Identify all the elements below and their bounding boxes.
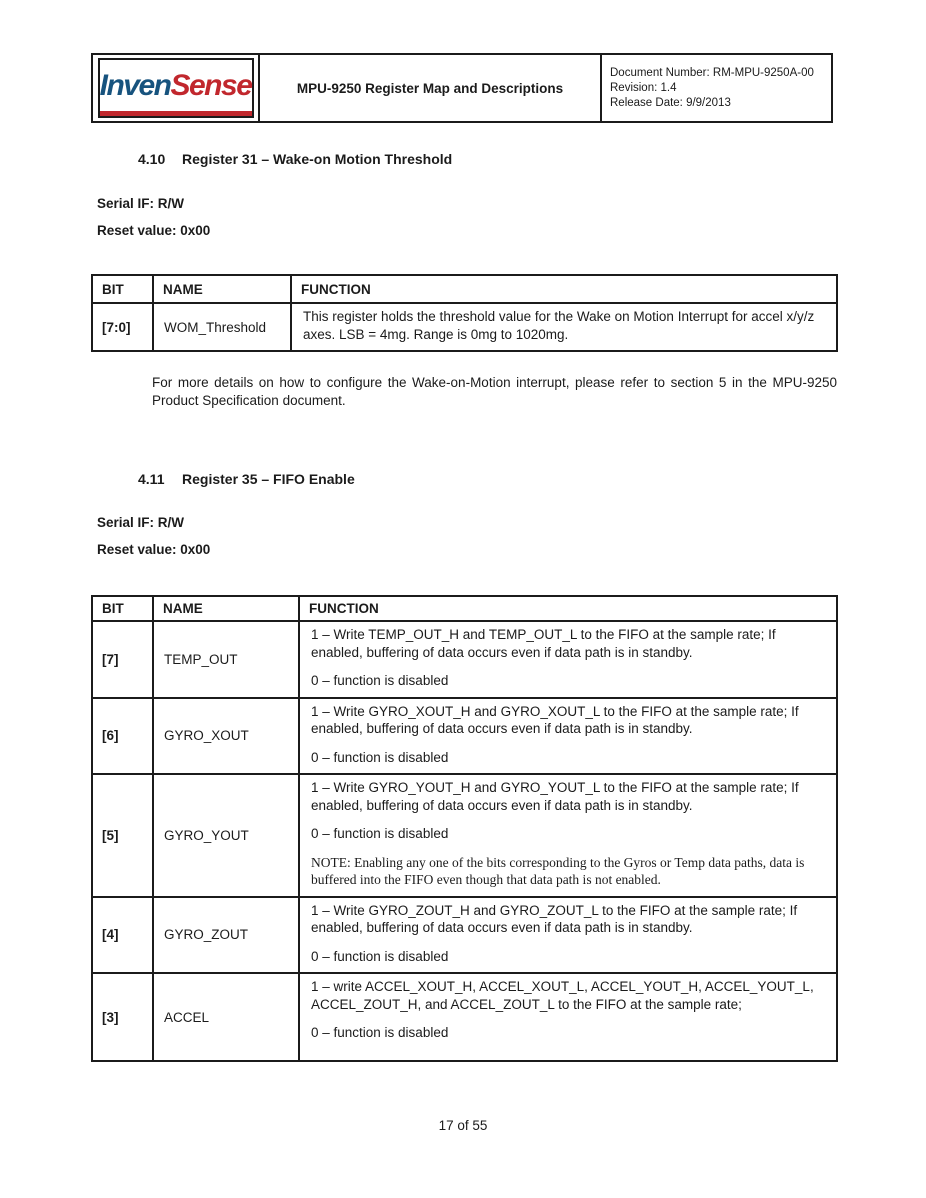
logo-text-sense: Sense [170,68,252,102]
function-text: 1 – Write GYRO_XOUT_H and GYRO_XOUT_L to the FIFO at the sample rate; If enabled, buffering of data occurs even if data path is in standby. [311,703,799,736]
section-heading-4-10 [138,151,452,167]
page-number: 17 of 55 [438,1118,488,1133]
bit-cell: [6] [92,698,153,775]
name-cell: GYRO_ZOUT [153,897,299,974]
bit-cell: [3] [92,973,153,1061]
function-text: 0 – function is disabled [311,749,449,765]
document-release-date: Release Date: 9/9/2013 [610,96,731,109]
function-cell [299,698,837,775]
function-text: This register holds the threshold value for the Wake on Motion Interrupt for accel x/y/z axes. LSB = 4mg. Range is 0mg to 1020mg. [303,309,815,342]
function-cell [291,303,837,351]
logo-text-inven: Inven [99,68,171,102]
function-text: 0 – function is disabled [311,1025,449,1040]
document-title: MPU-9250 Register Map and Descriptions [260,55,602,121]
table-row [92,303,837,351]
table-row-gyro-zout [92,897,837,974]
bit-cell: [4] [92,897,153,974]
function-cell [299,621,837,698]
section-title: Register 35 – FIFO Enable [182,471,355,487]
name-cell: ACCEL [153,973,299,1061]
function-cell [299,897,837,974]
name-cell: TEMP_OUT [153,621,299,698]
column-header-function: FUNCTION [291,275,837,303]
logo-red-underline [100,111,252,116]
body-paragraph: For more details on how to configure the Wake-on-Motion interrupt, please refer to section 5 in the MPU-9250 Product Specification document. [152,375,837,408]
name-cell: WOM_Threshold [153,303,291,351]
function-text: 0 – function is disabled [311,826,449,841]
serial-if-label: Serial IF: R/W [97,196,185,211]
function-text: 1 – Write GYRO_ZOUT_H and GYRO_ZOUT_L to the FIFO at the sample rate; If enabled, buffering of data occurs even if data path is in standby. [311,902,798,935]
bit-cell: [7] [92,621,153,698]
reset-value-label: Reset value: 0x00 [97,542,211,557]
bit-cell: [7:0] [92,303,153,351]
function-cell [299,973,837,1061]
column-header-bit: BIT [92,275,153,303]
section-number: 4.11 [138,471,165,487]
name-cell: GYRO_YOUT [153,774,299,897]
column-header-bit: BIT [92,596,153,621]
document-revision: Revision: 1.4 [610,81,677,94]
function-text: 1 – Write GYRO_YOUT_H and GYRO_YOUT_L to the FIFO at the sample rate; If enabled, buffering of data occurs even if data path is in standby. [311,780,799,813]
table-header-row [92,275,837,303]
function-text: 1 – write ACCEL_XOUT_H, ACCEL_XOUT_L, ACCEL_YOUT_H, ACCEL_YOUT_L, ACCEL_ZOUT_H, and ACCEL_ZOUT_L to the FIFO at the sample rate; [311,979,814,1012]
function-note-serif: NOTE: Enabling any one of the bits corresponding to the Gyros or Temp data paths, data is buffered into the FIFO even though that data path is not enabled. [311,854,805,887]
reset-value-label: Reset value: 0x00 [97,223,211,238]
function-text: 0 – function is disabled [311,948,449,964]
table-row-accel [92,973,837,1061]
table-header-row [92,596,837,621]
function-cell [299,774,837,897]
logo-cell [93,55,260,121]
bit-cell: [5] [92,774,153,897]
register-31-table [91,274,838,352]
section-title: Register 31 – Wake-on Motion Threshold [182,151,453,167]
table-row-gyro-xout [92,698,837,775]
name-cell: GYRO_XOUT [153,698,299,775]
header-table [91,53,833,123]
function-text: 1 – Write TEMP_OUT_H and TEMP_OUT_L to the FIFO at the sample rate; If enabled, buffering of data occurs even if data path is in standby. [311,627,776,660]
document-number: Document Number: RM-MPU-9250A-00 [610,66,814,79]
column-header-function: FUNCTION [299,596,837,621]
document-meta [602,55,831,121]
section-heading-4-11 [138,471,355,487]
table-row-temp-out [92,621,837,698]
column-header-name: NAME [153,596,299,621]
invensense-logo [98,58,254,118]
function-text: 0 – function is disabled [311,673,449,688]
column-header-name: NAME [153,275,291,303]
serial-if-label: Serial IF: R/W [97,515,185,530]
section-number: 4.10 [138,151,166,167]
register-35-table [91,595,838,1062]
table-row-gyro-yout [92,774,837,897]
